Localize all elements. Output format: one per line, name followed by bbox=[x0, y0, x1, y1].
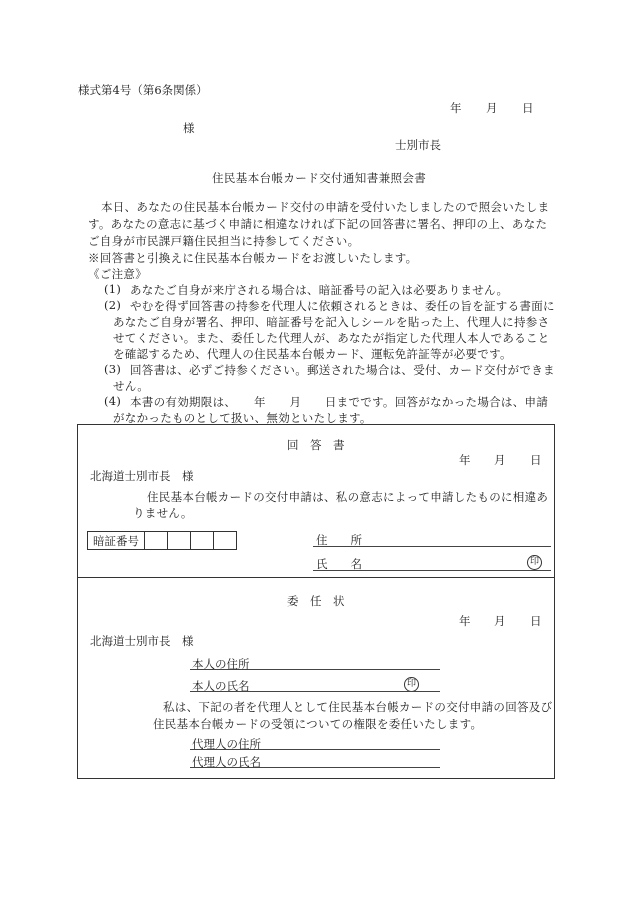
reply-date-day: 日 bbox=[530, 453, 542, 467]
reply-name-field[interactable] bbox=[313, 570, 551, 571]
self-name-label: 本人の氏名 bbox=[192, 679, 250, 693]
note-1-number: (1) bbox=[104, 282, 122, 296]
page-title: 住民基本台帳カード交付通知書兼照会書 bbox=[212, 171, 427, 185]
reply-address-label: 住 所 bbox=[316, 533, 362, 547]
form-number: 様式第4号（第6条関係） bbox=[78, 83, 208, 97]
reply-date-month: 月 bbox=[494, 453, 506, 467]
self-name-field[interactable] bbox=[190, 691, 440, 692]
addressee-suffix: 様 bbox=[183, 121, 195, 135]
pin-digit-4[interactable] bbox=[214, 532, 237, 550]
date-month: 月 bbox=[486, 101, 498, 115]
pin-digit-3[interactable] bbox=[191, 532, 214, 550]
reply-name-label: 氏 名 bbox=[316, 557, 362, 571]
pin-code-table bbox=[87, 531, 237, 550]
self-address-label: 本人の住所 bbox=[192, 657, 250, 671]
body-line-2: す。あなたの意志に基づく申請に相違なければ下記の回答書に署名、押印の上、あなた bbox=[88, 217, 548, 231]
pin-code-label: 暗証番号 bbox=[88, 532, 145, 550]
reply-date-year: 年 bbox=[459, 453, 471, 467]
note-2-number: (2) bbox=[104, 298, 122, 312]
proxy-statement-line-2: 住民基本台帳カードの受領についての権限を委任いたします。 bbox=[153, 717, 483, 731]
proxy-statement-line-1: 私は、下記の者を代理人として住民基本台帳カードの交付申請の回答及び bbox=[163, 700, 553, 714]
note-1-line-1: あなたご自身が来庁される場合は、暗証番号の記入は必要ありません。 bbox=[130, 283, 509, 297]
reply-seal-mark: 印 bbox=[527, 555, 542, 570]
section-divider bbox=[77, 577, 555, 578]
agent-name-field[interactable] bbox=[190, 767, 440, 768]
pin-digit-2[interactable] bbox=[168, 532, 191, 550]
date-year: 年 bbox=[450, 101, 462, 115]
agent-address-field[interactable] bbox=[190, 749, 440, 750]
sender: 士別市長 bbox=[395, 138, 441, 152]
reply-address-field[interactable] bbox=[313, 546, 551, 547]
proxy-date-day: 日 bbox=[530, 614, 542, 628]
date-day: 日 bbox=[522, 101, 534, 115]
note-2-line-1: やむを得ず回答書の持参を代理人に依頼されるときは、委任の旨を証する書面に bbox=[130, 299, 555, 313]
note-2-line-4: を確認するため、代理人の住民基本台帳カード、運転免許証等が必要です。 bbox=[113, 347, 512, 361]
reply-statement-line-1: 住民基本台帳カードの交付申請は、私の意志によって申請したものに相違あ bbox=[147, 490, 549, 504]
proxy-addressee: 北海道士別市長 様 bbox=[90, 634, 194, 648]
note-4-line-1: 本書の有効期限は、 年 月 日までです。回答がなかった場合は、申請 bbox=[130, 395, 549, 409]
reply-addressee: 北海道士別市長 様 bbox=[90, 469, 194, 483]
note-2-line-2: あなたご自身が署名、押印、暗証番号を記入しシールを貼った上、代理人に持参さ bbox=[113, 315, 550, 329]
proxy-date-year: 年 bbox=[459, 614, 471, 628]
self-address-field[interactable] bbox=[190, 669, 440, 670]
pin-digit-1[interactable] bbox=[145, 532, 168, 550]
agent-name-label: 代理人の氏名 bbox=[192, 755, 261, 769]
reply-title: 回 答 書 bbox=[287, 438, 345, 452]
proxy-title: 委 任 状 bbox=[287, 594, 345, 608]
notes-heading: 《ご注意》 bbox=[88, 267, 147, 281]
note-3-line-1: 回答書は、必ずご持参ください。郵送された場合は、受付、カード交付ができま bbox=[130, 363, 555, 377]
note-3-line-2: せん。 bbox=[113, 379, 150, 393]
body-note-exchange: ※回答書と引換えに住民基本台帳カードをお渡しいたします。 bbox=[88, 251, 418, 265]
reply-statement-line-2: りません。 bbox=[133, 506, 193, 520]
note-4-number: (4) bbox=[104, 394, 122, 408]
body-line-3: ご自身が市民課戸籍住民担当に持参してください。 bbox=[88, 234, 360, 248]
proxy-date-month: 月 bbox=[494, 614, 506, 628]
note-2-line-3: せてください。また、委任した代理人が、あなたが指定した代理人本人であること bbox=[113, 331, 550, 345]
body-line-1: 本日、あなたの住民基本台帳カード交付の申請を受付いたしましたので照会いたしま bbox=[101, 200, 550, 214]
note-3-number: (3) bbox=[104, 362, 122, 376]
proxy-seal-mark: 印 bbox=[404, 677, 419, 692]
agent-address-label: 代理人の住所 bbox=[192, 737, 261, 751]
note-4-line-2: がなかったものとして扱い、無効といたします。 bbox=[113, 411, 372, 425]
